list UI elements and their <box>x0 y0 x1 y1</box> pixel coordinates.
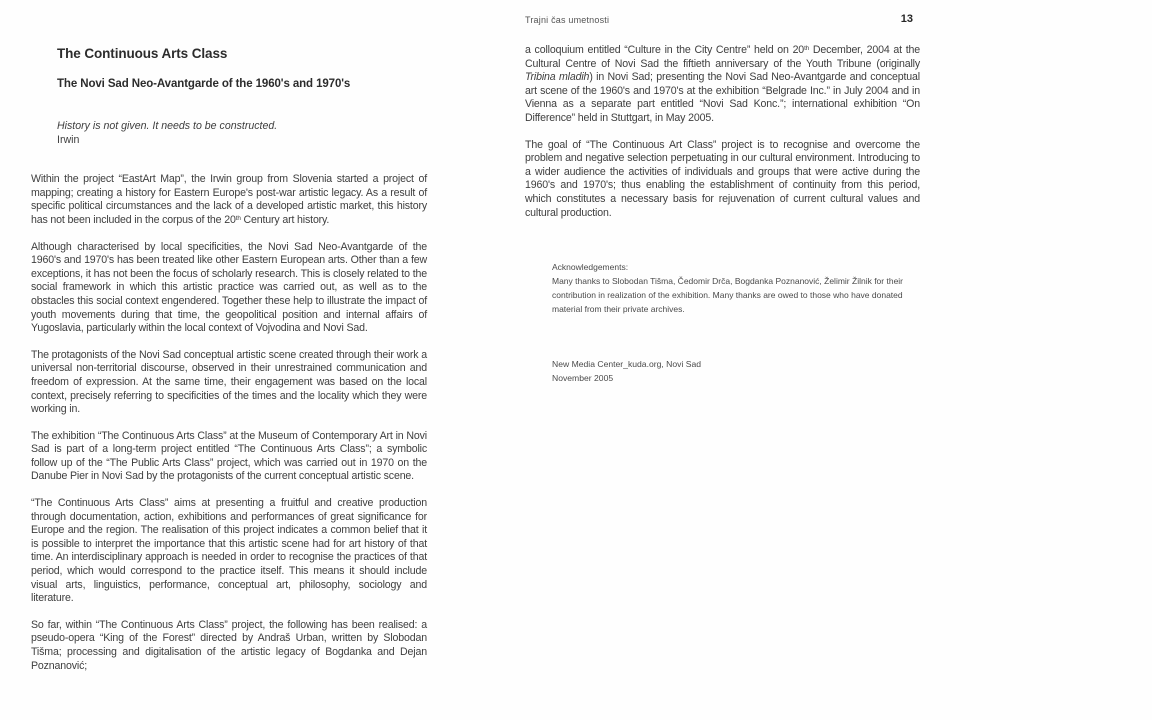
paragraph: The goal of “The Continuous Art Class” project is to recognise and overcome the problem and negative selection perpetuating in our cultural environment. Introducing to a wider audience the activities of individuals and groups that were active during the 1960's and 1970's; thus enabling the establishment of continuity from this period, which constitutes a necessary basis for rejuvenation of current cultural values and cultural production. <box>525 138 920 219</box>
paragraph: a colloquium entitled “Culture in the City Centre” held on 20th December, 2004 at the Cultural Centre of Novi Sad the fiftieth anniversary of the Youth Tribune (originally Tribina mladih) in Novi Sad; presenting the Novi Sad Neo-Avantgarde and conceptual art scene of the 1960's and 1970's at the exhibition “Belgrade Inc.” in July 2004 and in Vienna as a separate part entitled “Novi Sad Konc.”; international exhibition “On Difference” held in Stuttgart, in May 2005. <box>525 44 921 124</box>
colophon-organization: New Media Center_kuda.org, Novi Sad <box>552 359 702 370</box>
epigraph-quote: History is not given. It needs to be constructed. <box>57 120 278 132</box>
paragraph: Within the project “EastArt Map”, the Irwin group from Slovenia started a project of mapping; creating a history for Eastern Europe's post-war artistic legacy. As a result of specific political circumstances and the lack of a developed artistic market, this history has not been included in the corpus of the 20th Century art history. <box>31 173 427 226</box>
page-number: 13 <box>900 13 913 25</box>
epigraph <box>57 120 427 147</box>
acknowledgements-block <box>552 260 920 316</box>
acknowledgements-heading: Acknowledgements: <box>552 262 629 273</box>
paragraph: Although characterised by local specificities, the Novi Sad Neo-Avantgarde of the 1960's and 1970's has been treated like other Eastern European arts. Other than a few exceptions, it has not been the focus of scholarly research. This is closely related to the social framework in which this artistic practice was carried out, as well as to the obstacles this social context engendered. Together these help to illustrate the impact of youth movements during that time, the geopolitical position and internal affairs of Yugoslavia, particularly within the local context of Vojvodina and Novi Sad. <box>31 240 427 335</box>
article-subtitle: The Novi Sad Neo-Avantgarde of the 1960's and 1970's <box>57 78 351 90</box>
paragraph: The exhibition “The Continuous Arts Class” at the Museum of Contemporary Art in Novi Sad is part of a long-term project entitled “The Continuous Arts Class”; a symbolic follow up of the “The Public Arts Class” project, which was carried out in 1970 on the Danube Pier in Novi Sad by the protagonists of the current conceptual artistic scene. <box>31 429 427 483</box>
colophon-block <box>552 358 920 385</box>
left-column <box>31 46 427 686</box>
epigraph-attribution: Irwin <box>57 133 80 146</box>
paragraph: So far, within “The Continuous Arts Class” project, the following has been realised: a pseudo-opera “King of the Forest” directed by Andraš Urban, written by Slobodan Tišma; processing and digitalisation of the artistic legacy of Bogdanka and Dejan Poznanović; <box>31 618 427 672</box>
paragraph: “The Continuous Arts Class” aims at presenting a fruitful and creative production through documentation, action, exhibitions and performances of great significance for Europe and the region. The realisation of this project indicates a common belief that it is possible to interpret the importance that this artistic scene had for art history of that time. An interdisciplinary approach is needed in order to recognise the practices of that period, which would correspond to the practice itself. This means it should include visual arts, linguistics, performance, conceptual art, philosophy, sociology and literature. <box>31 497 427 605</box>
running-header-title: Trajni čas umetnosti <box>525 15 610 25</box>
right-column <box>525 44 920 385</box>
article-title: The Continuous Arts Class <box>57 46 228 61</box>
paragraph: The protagonists of the Novi Sad conceptual artistic scene created through their work a universal non-territorial discourse, observed in their unrestrained communication and freedom of expression. At the same time, their engagement was based on the local context, precisely referring to specificities of the times and the locality which they were working in. <box>31 348 427 416</box>
acknowledgements-body: Many thanks to Slobodan Tišma, Čedomir Drča, Bogdanka Poznanović, Želimir Žilnik for their contribution in realization of the exhibition. Many thanks are owed to those who have donated material from their private archives. <box>552 276 904 315</box>
colophon-date: November 2005 <box>552 372 614 383</box>
